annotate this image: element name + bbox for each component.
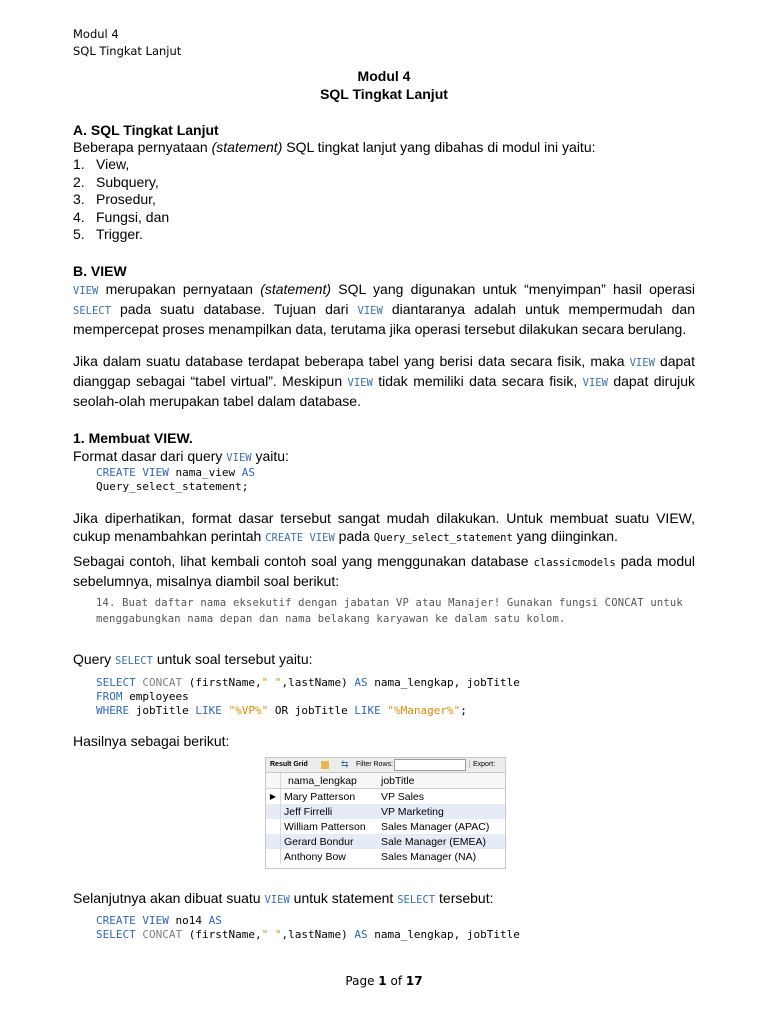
paragraph-example-intro: Sebagai contoh, lihat kembali contoh soal yang menggunakan database classicmodels pada modul sebelumnya, misalnya diambil soal berikut:	[73, 553, 696, 589]
table-row[interactable]: Jeff Firrelli VP Marketing	[266, 804, 505, 819]
list-item: 2. Subquery,	[73, 173, 159, 190]
code-block-format: CREATE VIEW nama_view AS Query_select_statement;	[96, 466, 255, 493]
topic-list	[73, 156, 169, 244]
filter-rows-input[interactable]	[394, 759, 466, 771]
running-header-line2: SQL Tingkat Lanjut	[73, 44, 182, 58]
table-header-row	[266, 773, 505, 789]
row-pointer-icon: ▶	[266, 789, 281, 805]
code-block-create-view: CREATE VIEW no14 AS SELECT CONCAT (firstName," ",lastName) AS nama_lengkap, jobTitle	[96, 914, 520, 941]
table-row[interactable]: Gerard Bondur Sale Manager (EMEA)	[266, 834, 505, 849]
list-item: 1. View,	[73, 156, 130, 172]
export-button[interactable]: Export:	[469, 761, 495, 768]
table-row[interactable]: William Patterson Sales Manager (APAC)	[266, 819, 505, 834]
list-item: 3. Prosedur,	[73, 191, 156, 208]
page-title-line2: SQL Tingkat Lanjut	[320, 86, 448, 102]
code-block-select-query: SELECT CONCAT (firstName," ",lastName) AS nama_lengkap, jobTitle FROM employees WHERE jobTitle LIKE "%VP%" OR jobTitle LIKE "%Manager%";	[96, 676, 520, 717]
page-title-line1: Modul 4	[357, 68, 411, 84]
list-item: 5. Trigger.	[73, 226, 143, 243]
running-header-line1: Modul 4	[73, 27, 119, 41]
list-item: 4. Fungsi, dan	[73, 208, 170, 225]
paragraph-format-explanation: Jika diperhatikan, format dasar tersebut sangat mudah dilakukan. Untuk membuat suatu VIEW, cukup menambahkan perintah CREATE VIEW pada Query_select_statement yang diinginkan.	[73, 510, 695, 544]
section-a-heading: A. SQL Tingkat Lanjut	[73, 122, 219, 138]
result-label: Hasilnya sebagai berikut:	[73, 733, 230, 749]
section-a-intro: Beberapa pernyataan (statement) SQL tingkat lanjut yang dibahas di modul ini yaitu:	[73, 139, 596, 155]
table-row[interactable]: Anthony Bow Sales Manager (NA)	[266, 849, 505, 864]
result-grid-tab[interactable]: Result Grid	[270, 761, 308, 768]
page-number: Page 1 of 17	[345, 974, 423, 988]
filter-icon[interactable]: ⇆	[341, 759, 349, 769]
table-row[interactable]: ▶ Mary Patterson VP Sales	[266, 789, 505, 805]
section-b-paragraph-1: VIEW merupakan pernyataan (statement) SQL yang digunakan untuk “menyimpan” hasil operasi SELECT pada suatu database. Tujuan dari VIEW diantaranya adalah untuk mempermudah dan mempercepat proses menampilkan data, terutama jika operasi tersebut dilakukan secara berulang.	[73, 281, 696, 337]
filter-rows-label: Filter Rows:	[356, 761, 393, 768]
result-grid	[265, 757, 506, 869]
format-intro: Format dasar dari query VIEW yaitu:	[73, 448, 289, 464]
grid-icon[interactable]	[321, 761, 329, 769]
result-table	[266, 773, 505, 864]
section-b-heading: B. VIEW	[73, 263, 127, 279]
exercise-quote: 14. Buat daftar nama eksekutif dengan jabatan VP atau Manajer! Gunakan fungsi CONCAT untuk menggabungkan nama depan dan nama belakang karyawan ke dalam satu kolom.	[96, 597, 683, 625]
result-grid-toolbar	[266, 758, 505, 773]
query-intro: Query SELECT untuk soal tersebut yaitu:	[73, 651, 313, 667]
column-header[interactable]: nama_lengkap	[281, 773, 379, 789]
next-step-text: Selanjutnya akan dibuat suatu VIEW untuk statement SELECT tersebut:	[73, 890, 494, 906]
column-header[interactable]: jobTitle	[378, 773, 505, 789]
section-b-paragraph-2: Jika dalam suatu database terdapat beberapa tabel yang berisi data secara fisik, maka VIEW dapat dianggap sebagai “tabel virtual”. Meskipun VIEW tidak memiliki data secara fisik, VIEW dapat dirujuk seolah-olah merupakan tabel dalam database.	[73, 353, 696, 409]
subsection-1-heading: 1. Membuat VIEW.	[73, 430, 193, 446]
